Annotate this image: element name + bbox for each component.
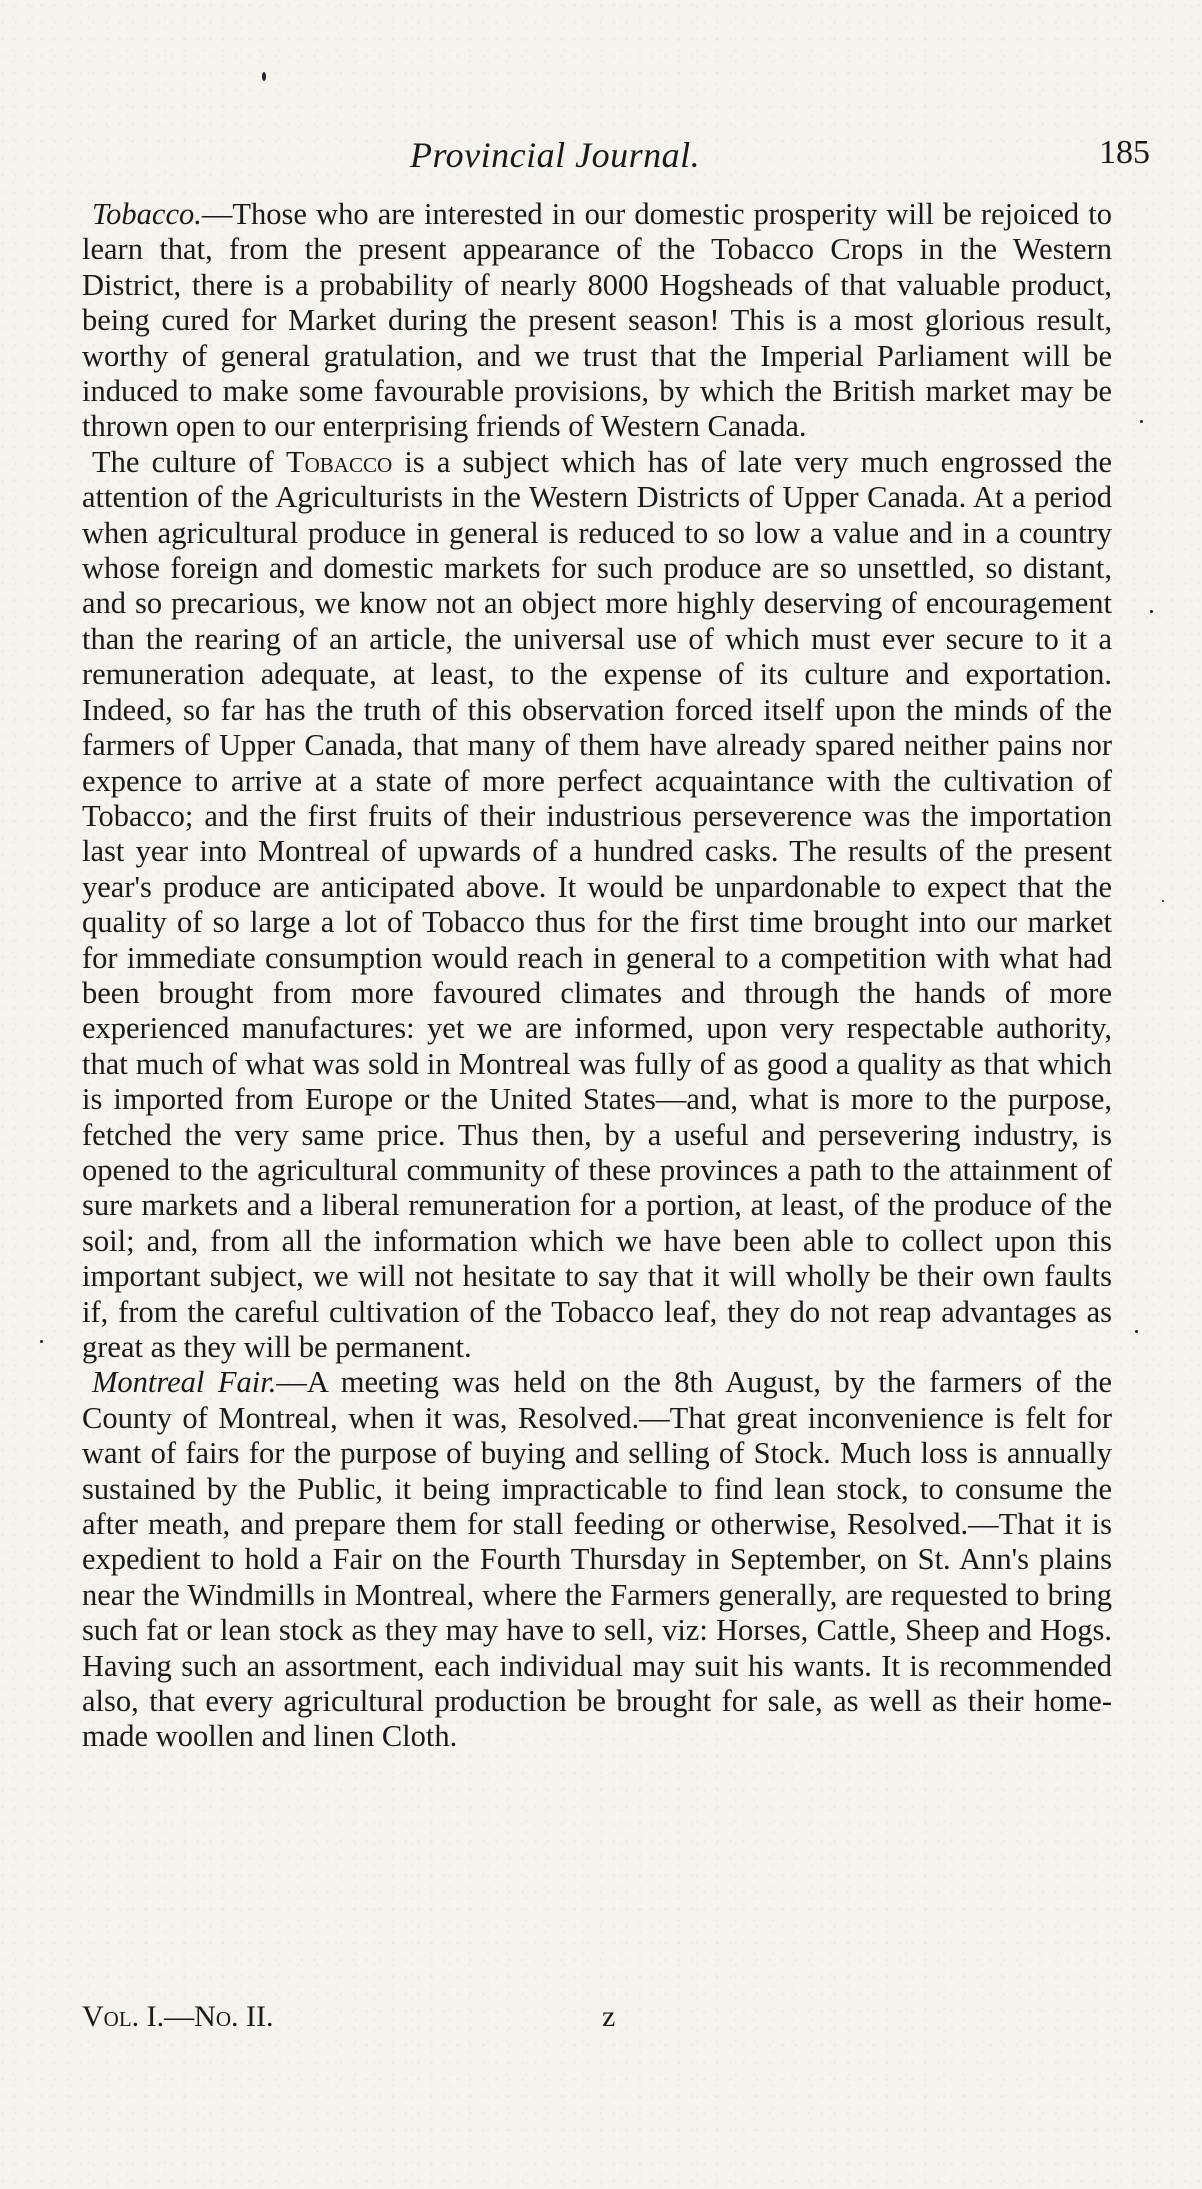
paragraph-heading-tobacco: Tobacco. (92, 197, 202, 231)
paragraph-tobacco (82, 197, 1112, 445)
article-body (82, 197, 1112, 1755)
print-speck (40, 1340, 43, 1343)
print-speck (1135, 1330, 1138, 1333)
paragraph-text-montreal-fair: —A meeting was held on the 8th August, by the farmers of the County of Montreal, when it was, Resolved.—That great inconvenience is felt for want of fairs for the purpose of buying and selling of Stock. Much loss is annually sustained by the Public, it being impracticable to find lean stock, to consume the after meath, and prepare them for stall feeding or otherwise, Resolved.—That it is expedient to hold a Fair on the Fourth Thursday in September, on St. Ann's plains near the Windmills in Montreal, where the Farmers generally, are requested to bring such fat or lean stock as they may have to sell, viz: Horses, Cattle, Sheep and Hogs. Having such an assortment, each individual may suit his wants. It is recommended also, that every agricultural production be brought for sale, as well as their home-made woollen and linen Cloth. (82, 1365, 1112, 1754)
running-title: Provincial Journal. (410, 135, 701, 175)
paragraph-montreal-fair (82, 1365, 1112, 1754)
volume-number: Vol. I.—No. II. (82, 2000, 274, 2033)
paragraph-culture-of-tobacco (82, 445, 1112, 1366)
paragraph-smallcaps-tobacco: Tobacco (286, 444, 393, 479)
signature-mark: z (602, 2000, 616, 2033)
page-number: 185 (1099, 134, 1150, 171)
paragraph-text-tobacco: —Those who are interested in our domestic prosperity will be rejoiced to learn that, from the present appearance of the Tobacco Crops in the Western District, there is a probability of nearly 8000 Hogsheads of that valuable product, being cured for Market during the present season! This is a most glorious result, worthy of general gratulation, and we trust that the Imperial Parliament will be induced to make some favourable provisions, by which the British market may be thrown open to our enterprising friends of Western Canada. (82, 197, 1112, 444)
paragraph-lead-culture: The culture of (92, 444, 274, 479)
paragraph-heading-montreal-fair: Montreal Fair. (92, 1365, 277, 1400)
running-head (80, 134, 1150, 184)
page-footer (82, 2000, 1142, 2040)
paragraph-text-culture: is a subject which has of late very much engrossed the attention of the Agriculturists in the Western Districts of Upper Canada. At a period when agricultural produce in general is reduced to so low a value and in a country whose foreign and domestic markets for such produce are so unsettled, so distant, and so precarious, we know not an object more highly deserving of encouragement than the rearing of an article, the universal use of which must ever secure to it a remuneration adequate, at least, to the expense of its culture and exportation. Indeed, so far has the truth of this observation forced itself upon the minds of the farmers of Upper Canada, that many of them have already spared neither pains nor expence to arrive at a state of more perfect acquaintance with the cultivation of Tobacco; and the first fruits of their industrious perseverence was the importation last year into Montreal of upwards of a hundred casks. The results of the present year's produce are anticipated above. It would be unpardonable to expect that the quality of so large a lot of Tobacco thus for the first time brought into our market for immediate consumption would reach in general to a competition with what had been brought from more favoured climates and through the hands of more experienced manufactures: yet we are informed, upon very respectable authority, that much of what was sold in Montreal was fully of as good a quality as that which is imported from Europe or the United States—and, what is more to the purpose, fetched the very same price. Thus then, by a useful and persevering industry, is opened to the agricultural community of these provinces a path to the attainment of sure markets and a liberal remuneration for a portion, at least, of the produce of the soil; and, from all the information which we have been able to collect upon this important subject, we will not hesitate to say that it will wholly be their own faults if, from the careful cultivation of the Tobacco leaf, they do not reap advantages as great as they will be permanent. (82, 444, 1112, 1364)
print-speck (1150, 610, 1153, 613)
print-speck (262, 72, 266, 81)
print-speck (1162, 900, 1164, 902)
print-speck (1140, 420, 1143, 423)
